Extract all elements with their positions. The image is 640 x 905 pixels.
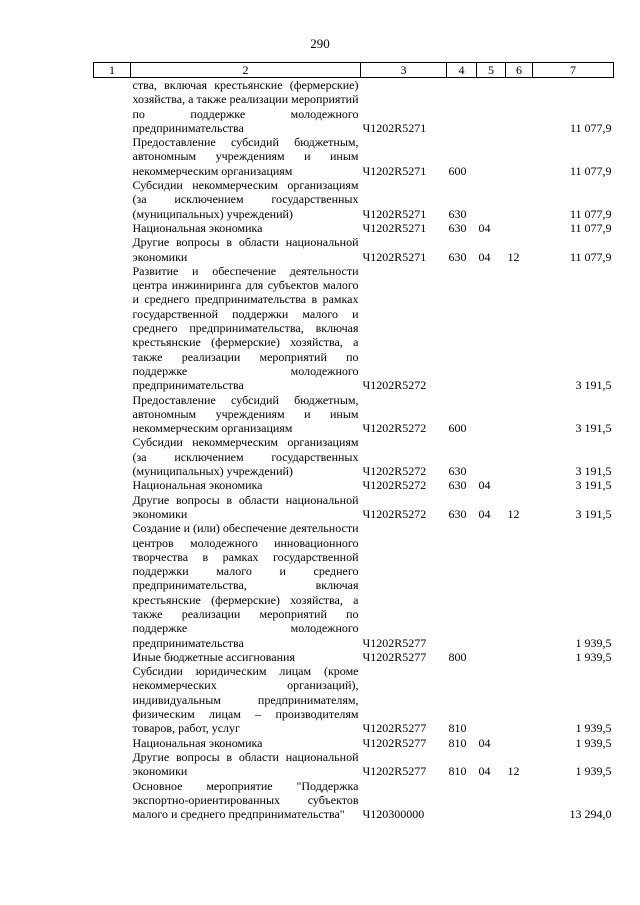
table-row <box>94 521 614 650</box>
row-pr: 12 <box>507 506 520 521</box>
row-code: Ч1202R5272 <box>362 478 427 493</box>
row-amount: 1 939,5 <box>575 721 612 736</box>
row-vr: 630 <box>448 464 467 479</box>
row-code: Ч1202R5277 <box>362 649 427 664</box>
row-pr <box>506 664 533 735</box>
row-name: Субсидии некоммерческим организациям (за исключением государственных (муниципальных) учреждений) <box>132 178 359 221</box>
col-header-2: 2 <box>131 63 361 78</box>
row-code: Ч1202R5271 <box>362 249 427 264</box>
row-amount: 1 939,5 <box>575 649 612 664</box>
row-name: Национальная экономика <box>132 735 263 750</box>
page-number: 290 <box>310 36 330 51</box>
row-code: Ч1202R5272 <box>362 506 427 521</box>
row-vr: 800 <box>448 649 467 664</box>
row-amount: 11 077,9 <box>569 163 612 178</box>
row-code: Ч1202R5271 <box>362 206 427 221</box>
row-pr <box>506 393 533 436</box>
row-pr <box>506 135 533 178</box>
row-rz <box>477 264 506 393</box>
row-amount: 13 294,0 <box>569 807 612 822</box>
row-amount: 11 077,9 <box>569 206 612 221</box>
table-row <box>94 664 614 735</box>
row-amount: 1 939,5 <box>575 735 612 750</box>
row-amount: 1 939,5 <box>575 764 612 779</box>
row-code: Ч1202R5277 <box>362 635 427 650</box>
row-code: Ч1202R5277 <box>362 735 427 750</box>
row-name: Другие вопросы в области национальной экономики <box>132 235 359 264</box>
budget-table <box>93 62 614 821</box>
row-vr <box>447 779 477 822</box>
row-vr <box>447 264 477 393</box>
row-rz: 04 <box>478 735 491 750</box>
row-pr <box>506 736 533 750</box>
row-name: Основное мероприятие "Поддержка экспортно-ориентированных субъектов малого и среднего предпринимательства" <box>132 778 359 822</box>
table-row <box>94 493 614 522</box>
row-name: Субсидии некоммерческим организациям (за исключением государственных (муниципальных) учреждений) <box>132 435 359 479</box>
table-row <box>94 178 614 221</box>
row-name: ства, включая крестьянские (фермерские) хозяйства, а также реализации мероприятий по поддержке молодежного предпринимательства <box>132 78 359 135</box>
row-pr <box>506 650 533 664</box>
row-rz <box>477 521 506 650</box>
row-code: Ч1202R5272 <box>362 464 427 479</box>
row-pr <box>506 521 533 650</box>
row-rz <box>477 664 506 735</box>
col-header-4: 4 <box>447 63 477 78</box>
table-row <box>94 650 614 664</box>
row-vr: 810 <box>448 735 467 750</box>
row-amount: 11 077,9 <box>569 249 612 264</box>
row-name: Предоставление субсидий бюджетным, автономным учреждениям и иным некоммерческим организациям <box>132 392 359 436</box>
row-amount: 3 191,5 <box>575 478 612 493</box>
table-row <box>94 78 614 136</box>
row-rz: 04 <box>478 506 491 521</box>
table-row <box>94 264 614 393</box>
col-header-1: 1 <box>94 63 131 78</box>
row-name: Национальная экономика <box>132 478 263 493</box>
row-code: Ч120300000 <box>362 807 425 822</box>
row-amount: 3 191,5 <box>575 506 612 521</box>
row-vr: 630 <box>448 506 467 521</box>
row-vr: 630 <box>448 249 467 264</box>
table-row <box>94 235 614 264</box>
col-header-7: 7 <box>533 63 614 78</box>
row-rz <box>477 393 506 436</box>
table-row <box>94 779 614 822</box>
row-pr <box>506 435 533 478</box>
row-rz <box>477 779 506 822</box>
row-pr <box>506 264 533 393</box>
row-pr <box>506 78 533 136</box>
table-row <box>94 221 614 235</box>
row-pr <box>506 178 533 221</box>
table-row <box>94 135 614 178</box>
row-pr <box>506 478 533 492</box>
row-pr <box>506 779 533 822</box>
table-row <box>94 435 614 478</box>
row-code: Ч1202R5271 <box>362 220 427 235</box>
col-header-5: 5 <box>477 63 506 78</box>
row-name: Иные бюджетные ассигнования <box>132 649 295 664</box>
row-code: Ч1202R5277 <box>362 721 427 736</box>
row-vr: 810 <box>448 764 467 779</box>
row-vr: 630 <box>448 478 467 493</box>
row-vr: 630 <box>448 206 467 221</box>
table-row <box>94 736 614 750</box>
row-name: Субсидии юридическим лицам (кроме некоммерческих организаций), индивидуальным предпринимателям, физическим лицам – производителям товаров, работ, услуг <box>132 664 359 736</box>
row-vr: 810 <box>448 721 467 736</box>
row-name: Создание и (или) обеспечение деятельности центров молодежного инновационного творчества в рамках государственной поддержки малого и среднего предпринимательства, включая крестьянские (фермерские) хозяйства, а также реализации мероприятий по поддержке молодежного предпринимательства <box>132 521 359 650</box>
row-pr <box>506 221 533 235</box>
row-code: Ч1202R5272 <box>362 421 427 436</box>
header-row <box>94 63 614 78</box>
row-code: Ч1202R5272 <box>362 378 427 393</box>
row-rz: 04 <box>478 220 491 235</box>
row-code: Ч1202R5271 <box>362 163 427 178</box>
table-row <box>94 750 614 779</box>
row-vr <box>447 78 477 136</box>
row-amount: 11 077,9 <box>569 120 612 135</box>
row-rz <box>477 78 506 136</box>
row-amount: 3 191,5 <box>575 378 612 393</box>
row-code: Ч1202R5271 <box>362 120 427 135</box>
row-name: Другие вопросы в области национальной экономики <box>132 749 359 779</box>
row-amount: 3 191,5 <box>575 464 612 479</box>
row-name: Предоставление субсидий бюджетным, автономным учреждениям и иным некоммерческим организациям <box>132 135 359 178</box>
row-code: Ч1202R5277 <box>362 764 427 779</box>
row-rz <box>477 135 506 178</box>
row-vr: 600 <box>448 421 467 436</box>
row-vr <box>447 521 477 650</box>
row-rz <box>477 178 506 221</box>
row-amount: 3 191,5 <box>575 421 612 436</box>
row-name: Национальная экономика <box>132 220 263 235</box>
row-rz: 04 <box>478 478 491 493</box>
row-amount: 1 939,5 <box>575 635 612 650</box>
table-row <box>94 393 614 436</box>
row-rz: 04 <box>478 764 491 779</box>
col-header-6: 6 <box>506 63 533 78</box>
col-header-3: 3 <box>361 63 447 78</box>
row-vr: 600 <box>448 163 467 178</box>
row-name: Другие вопросы в области национальной экономики <box>132 492 359 521</box>
row-rz <box>477 435 506 478</box>
row-vr: 630 <box>448 220 467 235</box>
row-rz <box>477 650 506 664</box>
row-name: Развитие и обеспечение деятельности центра инжиниринга для субъектов малого и среднего предпринимательства в рамках государственной поддержки малого и среднего предпринимательства, включая крестьянские (фермерские) хозяйства, а также реализации мероприятий по поддержке молодежного предпринимательства <box>132 263 359 393</box>
row-pr: 12 <box>507 764 520 779</box>
row-rz: 04 <box>478 249 491 264</box>
row-pr: 12 <box>507 249 520 264</box>
table-row <box>94 478 614 492</box>
row-amount: 11 077,9 <box>569 220 612 235</box>
